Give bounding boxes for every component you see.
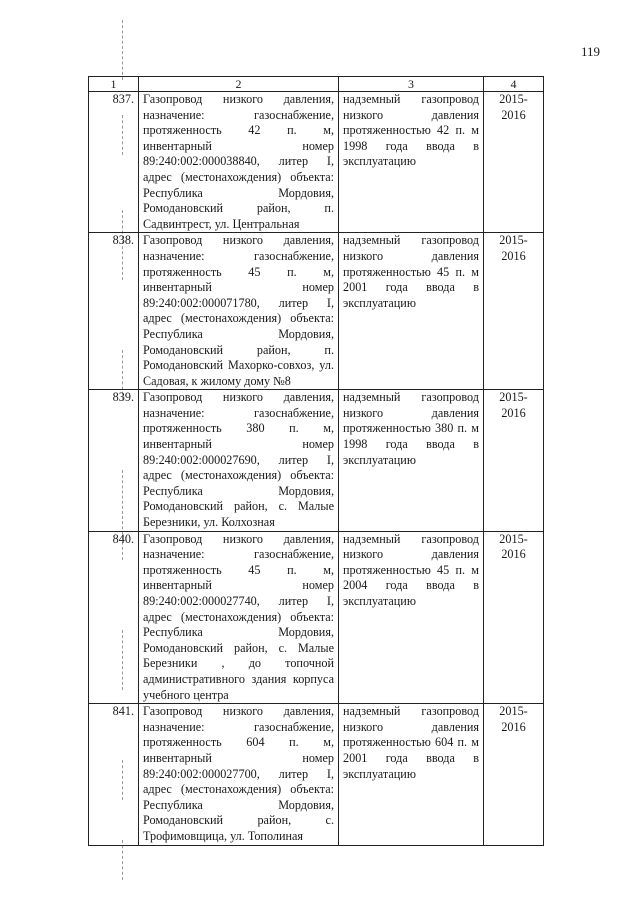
object-description: Газопровод низкого давления, назначение: газоснабжение, протяженность 45 п. м, инвентарный номер 89:240:002:000027740, литер I, адрес (местонахождения) объекта: Республика Мордовия, Ромодановский район, с. Малые Березники , до топочной административного здания корпуса учебного центра: [139, 531, 339, 704]
period-years: 2015-2016: [484, 233, 544, 390]
header-col-2: 2: [139, 77, 339, 92]
period-years: 2015-2016: [484, 92, 544, 233]
period-years: 2015-2016: [484, 390, 544, 531]
row-number: 837.: [89, 92, 139, 233]
row-number: 839.: [89, 390, 139, 531]
object-description: Газопровод низкого давления, назначение: газоснабжение, протяженность 380 п. м, инвентарный номер 89:240:002:000027690, литер I, адрес (местонахождения) объекта: Республика Мордовия, Ромодановский район, с. Малые Березники, ул. Колхозная: [139, 390, 339, 531]
object-description: Газопровод низкого давления, назначение: газоснабжение, протяженность 45 п. м, инвентарный номер 89:240:002:000071780, литер I, адрес (местонахождения) объекта: Республика Мордовия, Ромодановский район, п. Ромодановский Махорко-совхоз, ул. Садовая, к жилому дому №8: [139, 233, 339, 390]
object-characteristics: надземный газопровод низкого давления протяженностью 380 п. м 1998 года ввода в эксплуатацию: [339, 390, 484, 531]
row-number: 838.: [89, 233, 139, 390]
object-characteristics: надземный газопровод низкого давления протяженностью 45 п. м 2004 года ввода в эксплуатацию: [339, 531, 484, 704]
object-characteristics: надземный газопровод низкого давления протяженностью 45 п. м 2001 года ввода в эксплуатацию: [339, 233, 484, 390]
row-number: 841.: [89, 704, 139, 845]
header-col-1: 1: [89, 77, 139, 92]
table-row: [89, 233, 544, 390]
header-col-4: 4: [484, 77, 544, 92]
header-col-3: 3: [339, 77, 484, 92]
table-row: [89, 531, 544, 704]
period-years: 2015-2016: [484, 704, 544, 845]
row-number: 840.: [89, 531, 139, 704]
object-description: Газопровод низкого давления, назначение: газоснабжение, протяженность 42 п. м, инвентарный номер 89:240:002:000038840, литер I, адрес (местонахождения) объекта: Республика Мордовия, Ромодановский район, п. Садвинтрест, ул. Центральная: [139, 92, 339, 233]
object-characteristics: надземный газопровод низкого давления протяженностью 42 п. м 1998 года ввода в эксплуатацию: [339, 92, 484, 233]
table-row: [89, 92, 544, 233]
objects-table: [88, 76, 544, 846]
table-row: [89, 390, 544, 531]
period-years: 2015-2016: [484, 531, 544, 704]
object-description: Газопровод низкого давления, назначение: газоснабжение, протяженность 604 п. м, инвентарный номер 89:240:002:000027700, литер I, адрес (местонахождения) объекта: Республика Мордовия, Ромодановский район, с. Трофимовщица, ул. Тополиная: [139, 704, 339, 845]
table-row: [89, 704, 544, 845]
object-characteristics: надземный газопровод низкого давления протяженностью 604 п. м 2001 года ввода в эксплуатацию: [339, 704, 484, 845]
table-header-row: [89, 77, 544, 92]
page-number: 119: [580, 44, 600, 59]
